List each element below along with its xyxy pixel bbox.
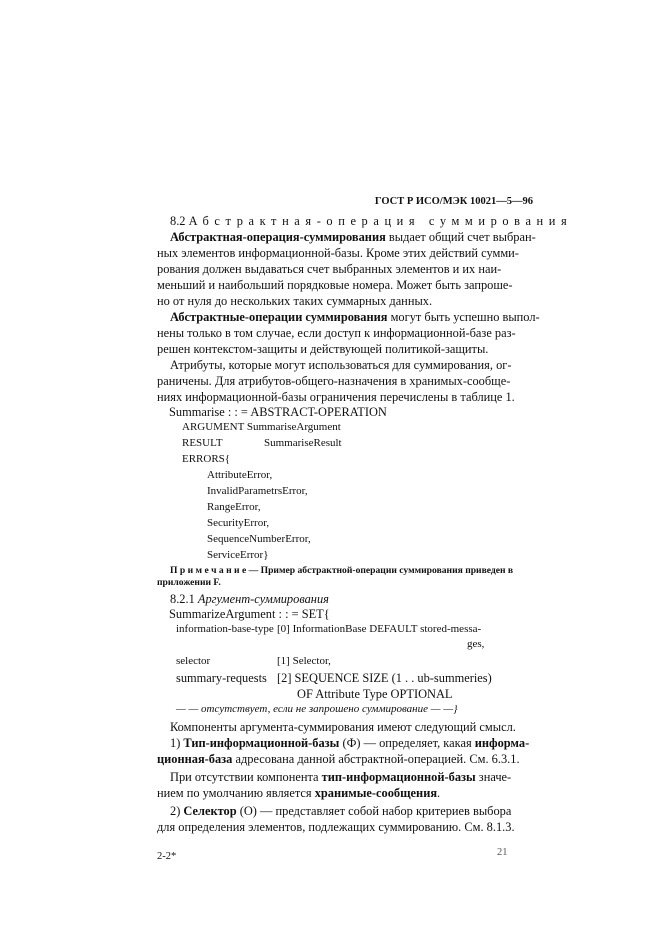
item-number: 1) bbox=[170, 736, 184, 750]
text-line: решен контекстом-защиты и действующей политикой-защиты. bbox=[157, 342, 489, 356]
code-errors: ERRORS{ bbox=[182, 453, 231, 465]
document-header: ГОСТ Р ИСО/МЭК 10021—5—96 bbox=[374, 196, 533, 207]
paragraph-1 bbox=[157, 229, 536, 309]
text-line: рования должен выдаваться счет выбранных элементов и их наи- bbox=[157, 262, 502, 276]
text-line: нены только в том случае, если доступ к информационной-базе раз- bbox=[157, 326, 516, 340]
code-error-item: SecurityError, bbox=[207, 517, 270, 529]
code-summary-requests-definition-cont: OF Attribute Type OPTIONAL bbox=[297, 687, 453, 701]
text-line: . bbox=[437, 786, 441, 800]
term-bold: информа- bbox=[474, 736, 530, 750]
footer-page-right: 21 bbox=[497, 847, 508, 858]
text-line: выдает общий счет выбран- bbox=[385, 230, 536, 244]
code-ibt-name: information-base-type bbox=[176, 623, 274, 635]
note bbox=[170, 565, 513, 577]
text-line: меньший и наибольший порядковые номера. Может быть запроше- bbox=[157, 278, 513, 292]
text-line: (О) — представляет собой набор критериев выбора bbox=[236, 804, 512, 818]
section-heading bbox=[170, 213, 572, 229]
term-bold: Селектор bbox=[183, 804, 237, 818]
code-error-item: RangeError, bbox=[207, 501, 261, 513]
text-line: могут быть успешно выпол- bbox=[387, 310, 540, 324]
text-line: (Ф) — определяет, какая bbox=[339, 736, 475, 750]
code-error-item: InvalidParametrsError, bbox=[207, 485, 308, 497]
text-line: адресована данной абстрактной-операцией. См. 6.3.1. bbox=[232, 752, 520, 766]
item-1-default-line2 bbox=[157, 785, 440, 801]
subsection-heading bbox=[170, 591, 329, 607]
text-line: ных элементов информационной-базы. Кроме этих действий сумми- bbox=[157, 246, 519, 260]
text-line: Атрибуты, которые могут использоваться для суммирования, ог- bbox=[170, 358, 512, 372]
note-label: П р и м е ч а н и е bbox=[170, 565, 247, 576]
text-line: но от нуля до нескольких таких суммарных данных. bbox=[157, 294, 433, 308]
code-summary-requests-name: summary-requests bbox=[176, 671, 267, 685]
code-error-item: SequenceNumberError, bbox=[207, 533, 311, 545]
text-line: нием по умолчанию является bbox=[157, 786, 315, 800]
components-intro: Компоненты аргумента-суммирования имеют следующий смысл. bbox=[170, 720, 516, 734]
code-selector-definition: [1] Selector, bbox=[277, 655, 331, 667]
item-1-line2 bbox=[157, 751, 520, 767]
item-1 bbox=[170, 735, 529, 751]
text-line: значе- bbox=[475, 770, 512, 784]
code-result-keyword: RESULT bbox=[182, 437, 223, 449]
item-number: 2) bbox=[170, 804, 184, 818]
code-summary-requests-definition: [2] SEQUENCE SIZE (1 . . ub-summeries) bbox=[277, 671, 492, 685]
subsection-title: Аргумент-суммирования bbox=[197, 592, 329, 606]
item-2 bbox=[170, 803, 511, 819]
note-text-line2: приложении F. bbox=[157, 577, 221, 588]
term-bold: хранимые-сообщения bbox=[314, 786, 438, 800]
section-title: Абстрактная-операция суммирования bbox=[188, 214, 573, 228]
text-line: При отсутствии компонента bbox=[170, 770, 322, 784]
term-bold: Тип-информационной-базы bbox=[183, 736, 340, 750]
paragraph-2 bbox=[157, 309, 540, 357]
code-summarise-line1: Summarise : : = ABSTRACT-OPERATION bbox=[169, 405, 387, 419]
footer-page-left: 2-2* bbox=[157, 851, 177, 862]
item-1-default-line1 bbox=[170, 769, 511, 785]
section-number: 8.2 bbox=[170, 214, 186, 228]
code-comment: — — отсутствует, если не запрошено суммирование — —} bbox=[176, 703, 458, 715]
code-argument: ARGUMENT SummariseArgument bbox=[182, 421, 341, 433]
code-error-item: ServiceError} bbox=[207, 549, 269, 561]
term-bold: Абстрактные-операции суммирования bbox=[170, 310, 388, 324]
paragraph-3 bbox=[157, 357, 515, 405]
subsection-number: 8.2.1 bbox=[170, 592, 195, 606]
code-result-value: SummariseResult bbox=[264, 437, 342, 449]
code-error-item: AttributeError, bbox=[207, 469, 273, 481]
term-bold: тип-информационной-базы bbox=[321, 770, 476, 784]
item-2-line2: для определения элементов, подлежащих суммированию. См. 8.1.3. bbox=[157, 820, 515, 834]
term-bold: ционная-база bbox=[157, 752, 233, 766]
text-line: раничены. Для атрибутов-общего-назначения в хранимых-сообще- bbox=[157, 374, 511, 388]
note-text: — Пример абстрактной-операции суммирования приведен в bbox=[246, 565, 514, 576]
code-ibt-definition: [0] InformationBase DEFAULT stored-messa- bbox=[277, 623, 482, 635]
code-summarize-line1: SummarizeArgument : : = SET{ bbox=[169, 607, 330, 621]
code-selector-name: selector bbox=[176, 655, 211, 667]
code-ibt-definition-cont: ges, bbox=[467, 638, 485, 650]
text-line: ниях информационной-базы ограничения перечислены в таблице 1. bbox=[157, 390, 515, 404]
term-bold: Абстрактная-операция-суммирования bbox=[170, 230, 386, 244]
